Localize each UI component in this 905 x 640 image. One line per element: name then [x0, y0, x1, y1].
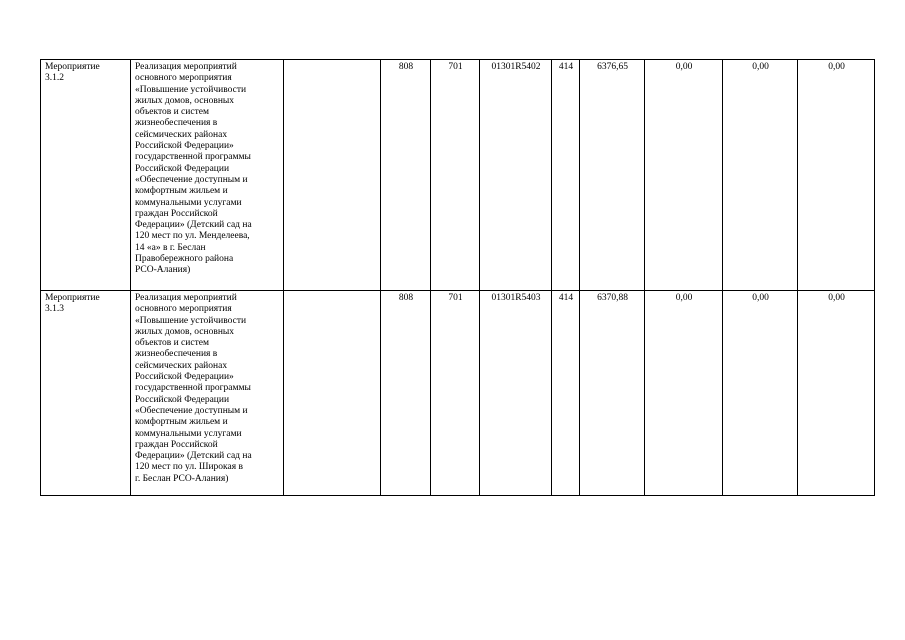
event-description-cell: Реализация мероприятий основного мероприятия «Повышение устойчивости жилых домов, основных объектов и систем жизнеобеспечения в сейсмических районах Российской Федерации» государственной программы Российской Федерации «Обеспечение доступным и комфортным жильем и коммунальными услугами граждан Российской Федерации» (Детский сад на 120 мест по ул. Менделеева, 14 «а» в г. Беслан Правобережного района РСО-Алания) [131, 60, 284, 291]
event-code-cell: Мероприятие 3.1.3 [41, 291, 131, 496]
value-cell-3: 0,00 [723, 60, 798, 291]
value-cell-2: 0,00 [645, 60, 723, 291]
executor-cell [284, 291, 381, 496]
event-code-cell: Мероприятие 3.1.2 [41, 60, 131, 291]
rz-pr-cell: 701 [431, 291, 480, 496]
table-row [41, 291, 875, 496]
event-description-cell: Реализация мероприятий основного мероприятия «Повышение устойчивости жилых домов, основных объектов и систем жизнеобеспечения в сейсмических районах Российской Федерации» государственной программы Российской Федерации «Обеспечение доступным и комфортным жильем и коммунальными услугами граждан Российской Федерации» (Детский сад на 120 мест по ул. Широкая в г. Беслан РСО-Алания) [131, 291, 284, 496]
grbs-cell: 808 [381, 291, 431, 496]
value-cell-4: 0,00 [798, 60, 875, 291]
budget-table [40, 59, 875, 496]
csr-cell: 01301R5402 [480, 60, 552, 291]
rz-pr-cell: 701 [431, 60, 480, 291]
value-cell-2: 0,00 [645, 291, 723, 496]
table-row [41, 60, 875, 291]
value-cell-1: 6370,88 [580, 291, 645, 496]
value-cell-3: 0,00 [723, 291, 798, 496]
vr-cell: 414 [552, 291, 580, 496]
csr-cell: 01301R5403 [480, 291, 552, 496]
vr-cell: 414 [552, 60, 580, 291]
executor-cell [284, 60, 381, 291]
grbs-cell: 808 [381, 60, 431, 291]
value-cell-4: 0,00 [798, 291, 875, 496]
value-cell-1: 6376,65 [580, 60, 645, 291]
